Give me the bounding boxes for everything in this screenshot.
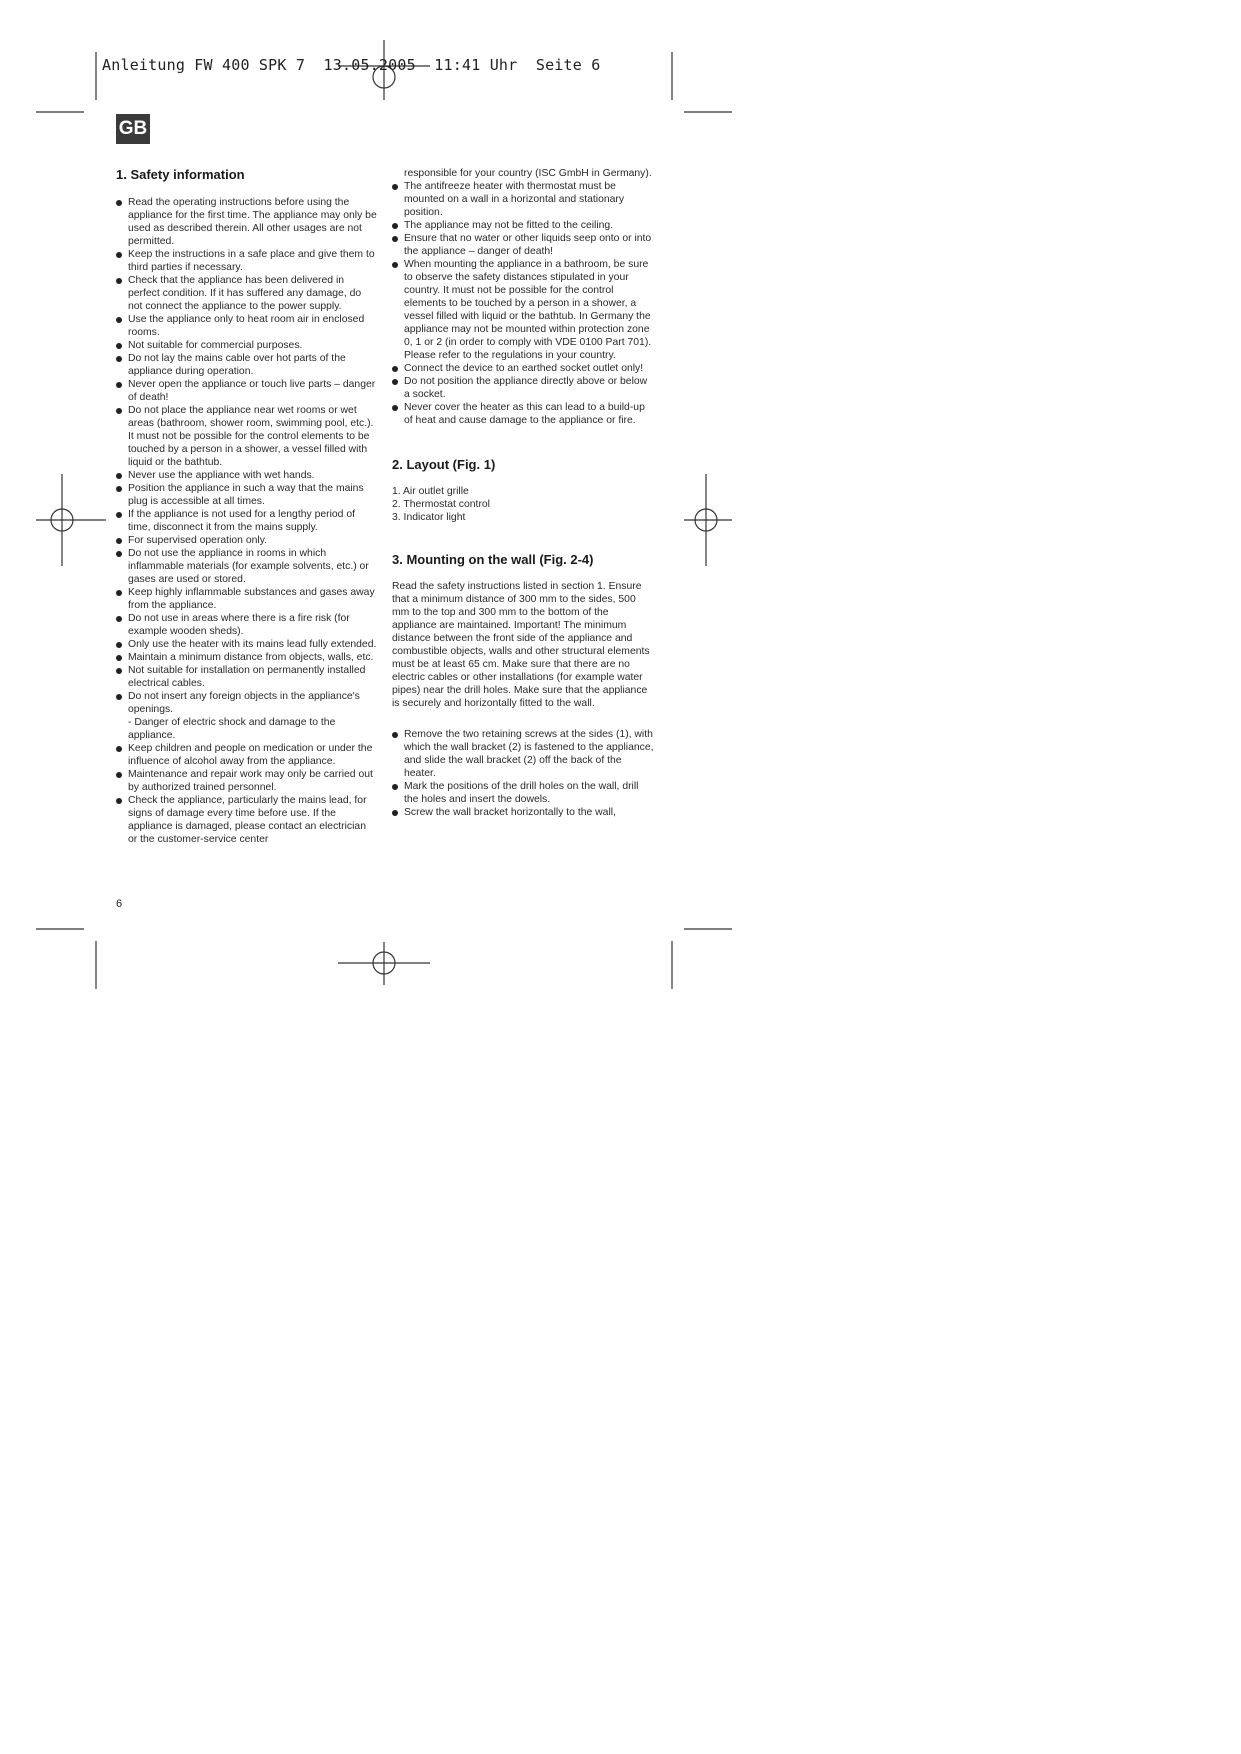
list-item: Keep the instructions in a safe place and give them to third parties if necessary. [116,248,378,274]
list-item: Screw the wall bracket horizontally to the wall, [392,806,654,819]
safety-list [116,196,378,846]
list-item: Mark the positions of the drill holes on the wall, drill the holes and insert the dowels. [392,780,654,806]
safety-list-continued [392,180,654,427]
list-item: Remove the two retaining screws at the sides (1), with which the wall bracket (2) is fastened to the appliance, and slide the wall bracket (2) off the back of the heater. [392,728,654,780]
list-item: Do not use in areas where there is a fire risk (for example wooden sheds). [116,612,378,638]
list-item [116,690,378,742]
list-item-subnote: - Danger of electric shock and damage to the appliance. [128,717,336,741]
list-item: Keep highly inflammable substances and gases away from the appliance. [116,586,378,612]
list-item: Never cover the heater as this can lead to a build-up of heat and cause damage to the appliance or fire. [392,401,654,427]
list-item: Only use the heater with its mains lead fully extended. [116,638,378,651]
section-heading-safety: 1. Safety information [116,167,245,182]
list-item: If the appliance is not used for a lengthy period of time, disconnect it from the mains supply. [116,508,378,534]
list-item: Read the operating instructions before using the appliance for the first time. The appliance may only be used as described therein. All other usages are not permitted. [116,196,378,248]
list-item: Check the appliance, particularly the mains lead, for signs of damage every time before use. If the appliance is damaged, please contact an electrician or the customer-service center [116,794,378,846]
list-item: Maintain a minimum distance from objects, walls, etc. [116,651,378,664]
list-item: When mounting the appliance in a bathroom, be sure to observe the safety distances stipulated in your country. It must not be possible for the control elements to be touched by a person in a shower, a vessel filled with liquid or the bathtub. In Germany the appliance may not be mounted within protection zone 0, 1 or 2 (in order to comply with VDE 0100 Part 701). Please refer to the regulations in your country. [392,258,654,362]
list-item: Do not lay the mains cable over hot parts of the appliance during operation. [116,352,378,378]
mounting-list [392,728,654,819]
list-item: 1. Air outlet grille [392,486,469,497]
list-item: 3. Indicator light [392,512,466,523]
list-item: Connect the device to an earthed socket outlet only! [392,362,654,375]
list-item: Not suitable for installation on permanently installed electrical cables. [116,664,378,690]
list-item: Do not use the appliance in rooms in which inflammable materials (for example solvents, etc.) or gases are used or stored. [116,547,378,586]
list-item: Never use the appliance with wet hands. [116,469,378,482]
list-item: Do not position the appliance directly above or below a socket. [392,375,654,401]
list-item: Not suitable for commercial purposes. [116,339,378,352]
list-item: Check that the appliance has been delivered in perfect condition. If it has suffered any damage, do not connect the appliance to the power supply. [116,274,378,313]
page-number: 6 [116,898,123,910]
list-item: Keep children and people on medication or under the influence of alcohol away from the appliance. [116,742,378,768]
list-item: Position the appliance in such a way that the mains plug is accessible at all times. [116,482,378,508]
list-item: Never open the appliance or touch live parts – danger of death! [116,378,378,404]
list-item: Do not place the appliance near wet rooms or wet areas (bathroom, shower room, swimming pool, etc.). It must not be possible for the control elements to be touched by a person in a shower, a vessel filled with liquid or the bathtub. [116,404,378,469]
list-item: Maintenance and repair work may only be carried out by authorized trained personnel. [116,768,378,794]
print-slug: Anleitung FW 400 SPK 7 13.05.2005 11:41 Uhr Seite 6 [102,56,601,74]
section-heading-mounting: 3. Mounting on the wall (Fig. 2-4) [392,552,594,567]
list-item: Use the appliance only to heat room air in enclosed rooms. [116,313,378,339]
continued-text: responsible for your country (ISC GmbH in Germany). [404,168,652,179]
section-heading-layout: 2. Layout (Fig. 1) [392,457,496,472]
mounting-paragraph: Read the safety instructions listed in section 1. Ensure that a minimum distance of 300 mm to the sides, 500 mm to the top and 300 mm to the bottom of the appliance are maintained. Important! The minimum distance between the front side of the appliance and combustible objects, walls and other structural elements must be at least 65 cm. Make sure that there are no electric cables or other installations (for example water pipes) near the drill holes. Make sure that the appliance is securely and horizontally fitted to the wall. [392,581,650,709]
layout-list [392,485,654,524]
language-badge: GB [116,114,150,144]
left-column [116,167,378,846]
list-item: The appliance may not be fitted to the ceiling. [392,219,654,232]
list-item: Ensure that no water or other liquids seep onto or into the appliance – danger of death! [392,232,654,258]
list-item: For supervised operation only. [116,534,378,547]
right-column [392,167,654,819]
list-item-text: Do not insert any foreign objects in the appliance's openings. [128,691,360,715]
list-item: 2. Thermostat control [392,499,490,510]
list-item: The antifreeze heater with thermostat must be mounted on a wall in a horizontal and stationary position. [392,180,654,219]
